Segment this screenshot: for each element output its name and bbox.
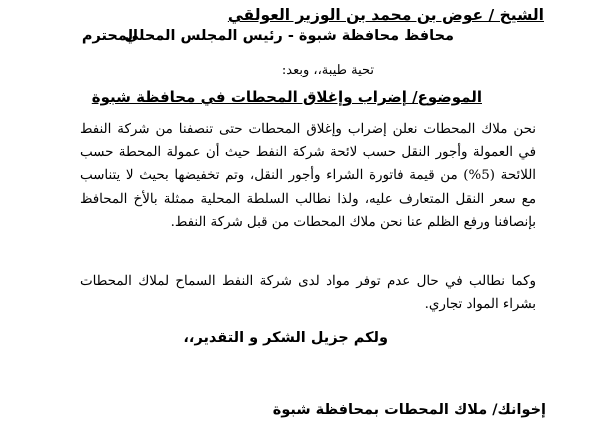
greeting: تحية طيبة،، وبعد: <box>281 63 374 78</box>
subject-line: الموضوع/ إضراب وإغلاق المحطات في محافظة شبوة <box>91 88 482 106</box>
addressee-title: محافظ محافظة شبوة - رئيس المجلس المحلي <box>124 28 454 44</box>
closing-line: ولكم جزيل الشكر و التقدير،، <box>183 330 388 346</box>
signature-line: إخوانك/ ملاك المحطات بمحافظة شبوة <box>272 402 546 418</box>
body-paragraph-2: وكما نطالب في حال عدم توفر مواد لدى شركة النفط السماح لملاك المحطات بشراء المواد تجاري. <box>80 274 536 313</box>
honorific: المحترم <box>81 28 138 44</box>
body-paragraph-1: نحن ملاك المحطات نعلن إضراب وإغلاق المحطات حتى تنصفنا من شركة النفط في العمولة وأجور النقل حسب لائحة شركة النفط حيث أن عمولة المحطة حسب اللائحة (5%) من قيمة فاتورة الشراء وأجور النقل، وتم تخفيضها بحيث لا يتناسب مع سعر النقل المتعارف عليه، ولذا نطالب السلطة المحلية ممثلة بالأخ المحافظ بإنصافنا ورفع الظلم عنا نحن ملاك المحطات من قبل شركة النفط. <box>80 122 536 230</box>
addressee-name: الشيخ / عوض بن محمد بن الوزير العولقي <box>227 6 544 24</box>
